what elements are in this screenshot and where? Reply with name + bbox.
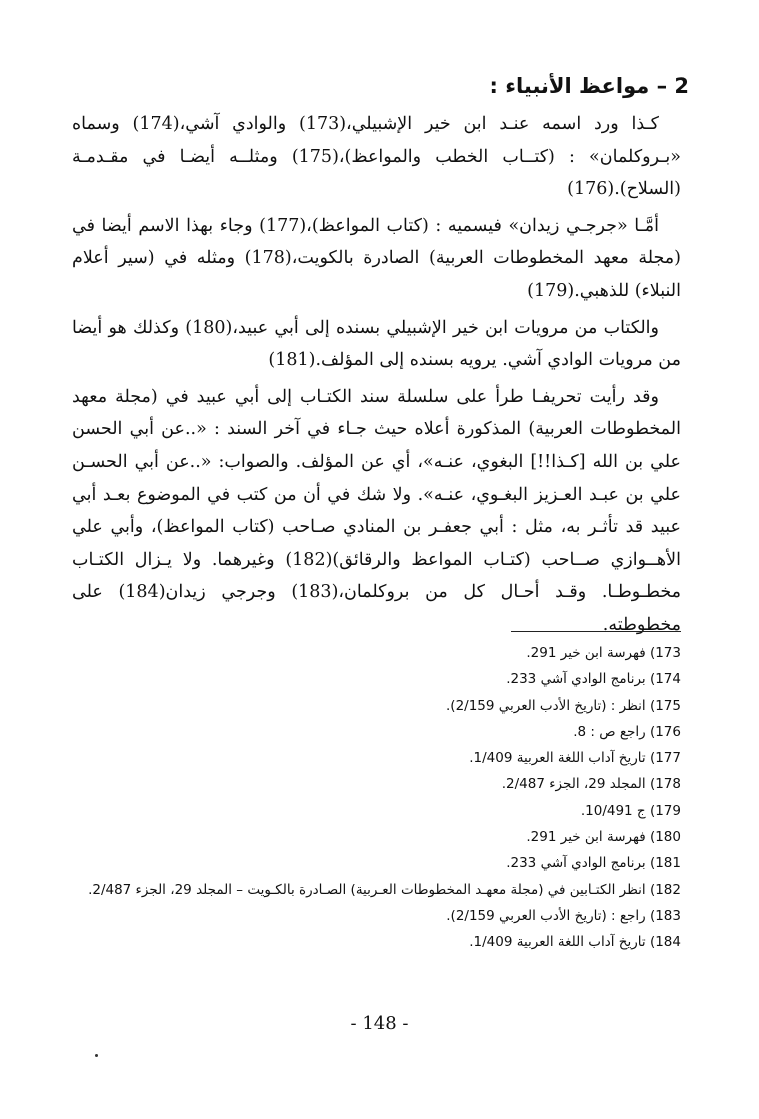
footnote: 180) فهرسة ابن خير 291. bbox=[526, 829, 681, 846]
footnote: 177) تاريخ آداب اللغة العربية 1/409. bbox=[469, 750, 681, 767]
footnote: 179) ج 10/491. bbox=[580, 802, 681, 819]
main-text bbox=[72, 108, 681, 642]
footnote-separator bbox=[511, 631, 681, 632]
footnote: 183) راجع : (تاريخ الأدب العربي 2/159). bbox=[446, 907, 681, 924]
footnote: 176) راجع ص : 8. bbox=[573, 723, 681, 740]
paragraph: والكتاب من مرويات ابن خير الإشبيلي بسنده إلى أبي عبيد،(180) وكذلك هو أيضا من مرويات الوادي آشي. يرويه بسنده إلى المؤلف.(181) bbox=[72, 317, 681, 371]
section-heading: 2 – مواعظ الأنبياء : bbox=[489, 74, 689, 98]
footnote: 181) برنامج الوادي آشي 233. bbox=[506, 855, 681, 872]
paragraph: أمَّـا «جرجـي زيدان» فيسميه : (كتاب المواعظ)،(177) وجاء بهذا الاسم أيضا في (مجلة معهد المخطوطات العربية) الصادرة بالكويت،(178) ومثله في (سير أعلام النبلاء) للذهبي.(179) bbox=[72, 215, 681, 301]
footnote: 174) برنامج الوادي آشي 233. bbox=[506, 671, 681, 688]
footnote: 182) انظر الكتـابين في (مجلة معهـد المخطوطات العـربية) الصـادرة بالكـويت – المجلد 29، الجزء 2/487. bbox=[88, 881, 681, 898]
paragraph: كـذا ورد اسمه عنـد ابن خير الإشبيلي،(173) والوادي آشي،(174) وسماه «بـروكلمان» : (كتــاب الخطب والمواعظ)،(175) ومثلــه أيضـا في مقـدمـة (السلاح).(176) bbox=[72, 114, 681, 200]
footnote: 173) فهرسة ابن خير 291. bbox=[526, 645, 681, 661]
footnotes bbox=[72, 640, 681, 956]
paragraph: وقد رأيت تحريفـا طرأ على سلسلة سند الكتـاب إلى أبي عبيد في (مجلة معهد المخطوطات العربية) المذكورة أعلاه حيث جـاء في آخر السند : «..عن أبي الحسن علي بن الله [كـذا!!] البغوي، عنـه»، أي عن المؤلف. والصواب: «..عن أبي الحسـن علي بن عبـد العـزيز البغـوي، عنـه». ولا شك في أن من كتب في الموضوع بعـد أبي عبيد قد تأثـر به، مثل : أبي جعفـر بن المنادي صـاحب (كتاب المواعظ)، وأبي علي الأهــوازي صــاحب (كتـاب المواعظ والرقائق)(182) وغيرهما. ولا يـزال الكتـاب مخطـوطـا. وقـد أحـال كل من بروكلمان،(183) وجرجي زيدان(184) على مخطوطته. bbox=[72, 386, 681, 635]
footnote: 178) المجلد 29، الجزء 2/487. bbox=[501, 776, 681, 793]
page-number: - 148 - bbox=[350, 1013, 409, 1034]
footnote: 175) انظر : (تاريخ الأدب العربي 2/159). bbox=[446, 697, 681, 714]
footnote: 184) تاريخ آداب اللغة العربية 1/409. bbox=[469, 934, 681, 951]
scan-speck bbox=[95, 1054, 98, 1057]
